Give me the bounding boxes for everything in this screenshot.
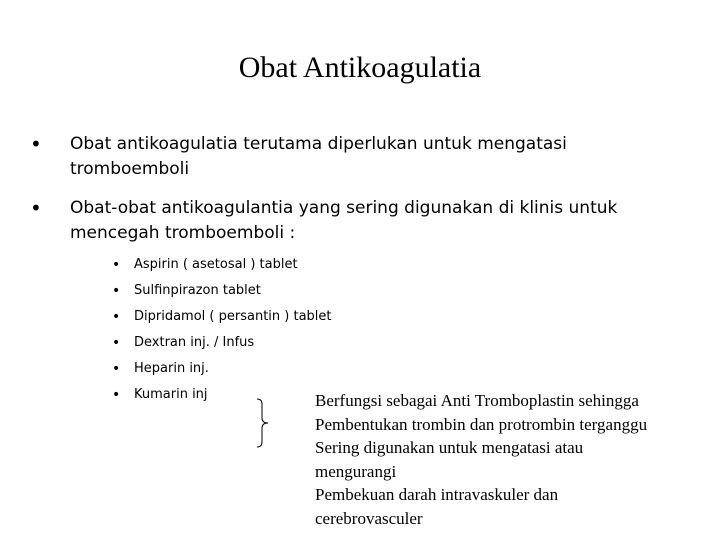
bullet-dot-icon: • [112,257,121,273]
sub-list-item [112,357,209,381]
note-line: Sering digunakan untuk mengatasi atau [315,438,584,457]
sub-list-item [112,331,254,355]
annotation-note [315,389,715,530]
bullet-item [30,132,670,182]
bullet-dot-icon: • [112,283,121,299]
sub-item-text: Heparin inj. [134,361,209,376]
note-line: mengurangi [315,461,397,481]
bullet-dot-icon: • [30,132,42,156]
slide-title: Obat Antikoagulatia [238,51,482,84]
sub-list-item [112,383,208,407]
note-line: Pembekuan darah intravaskuler dan [315,485,559,504]
note-line: Berfungsi sebagai Anti Tromboplastin sehingga [315,391,639,410]
note-line: Pembentukan trombin dan protrombin terganggu [315,414,648,434]
bullet-dot-icon: • [112,335,121,351]
sub-item-text: Sulfinpirazon tablet [134,283,261,298]
sub-list-item [112,253,298,277]
sub-item-text: Kumarin inj [134,387,208,402]
right-curly-brace-icon [252,398,272,448]
sub-list-item [112,305,332,329]
sub-list-item [112,279,261,303]
bullet-text: Obat-obat antikoagulantia yang sering digunakan di klinis untuk mencegah tromboemboli : [70,198,618,243]
bullet-dot-icon: • [112,309,121,325]
bullet-text: Obat antikoagulatia terutama diperlukan untuk mengatasi tromboemboli [70,134,567,179]
sub-item-text: Dextran inj. / Infus [134,335,255,350]
bullet-dot-icon: • [30,196,42,220]
bullet-dot-icon: • [112,361,121,377]
note-line: cerebrovasculer [315,508,423,528]
bullet-dot-icon: • [112,387,121,403]
sub-item-text: Aspirin ( asetosal ) tablet [134,257,298,272]
bullet-item [30,196,670,246]
sub-item-text: Dipridamol ( persantin ) tablet [134,309,332,324]
